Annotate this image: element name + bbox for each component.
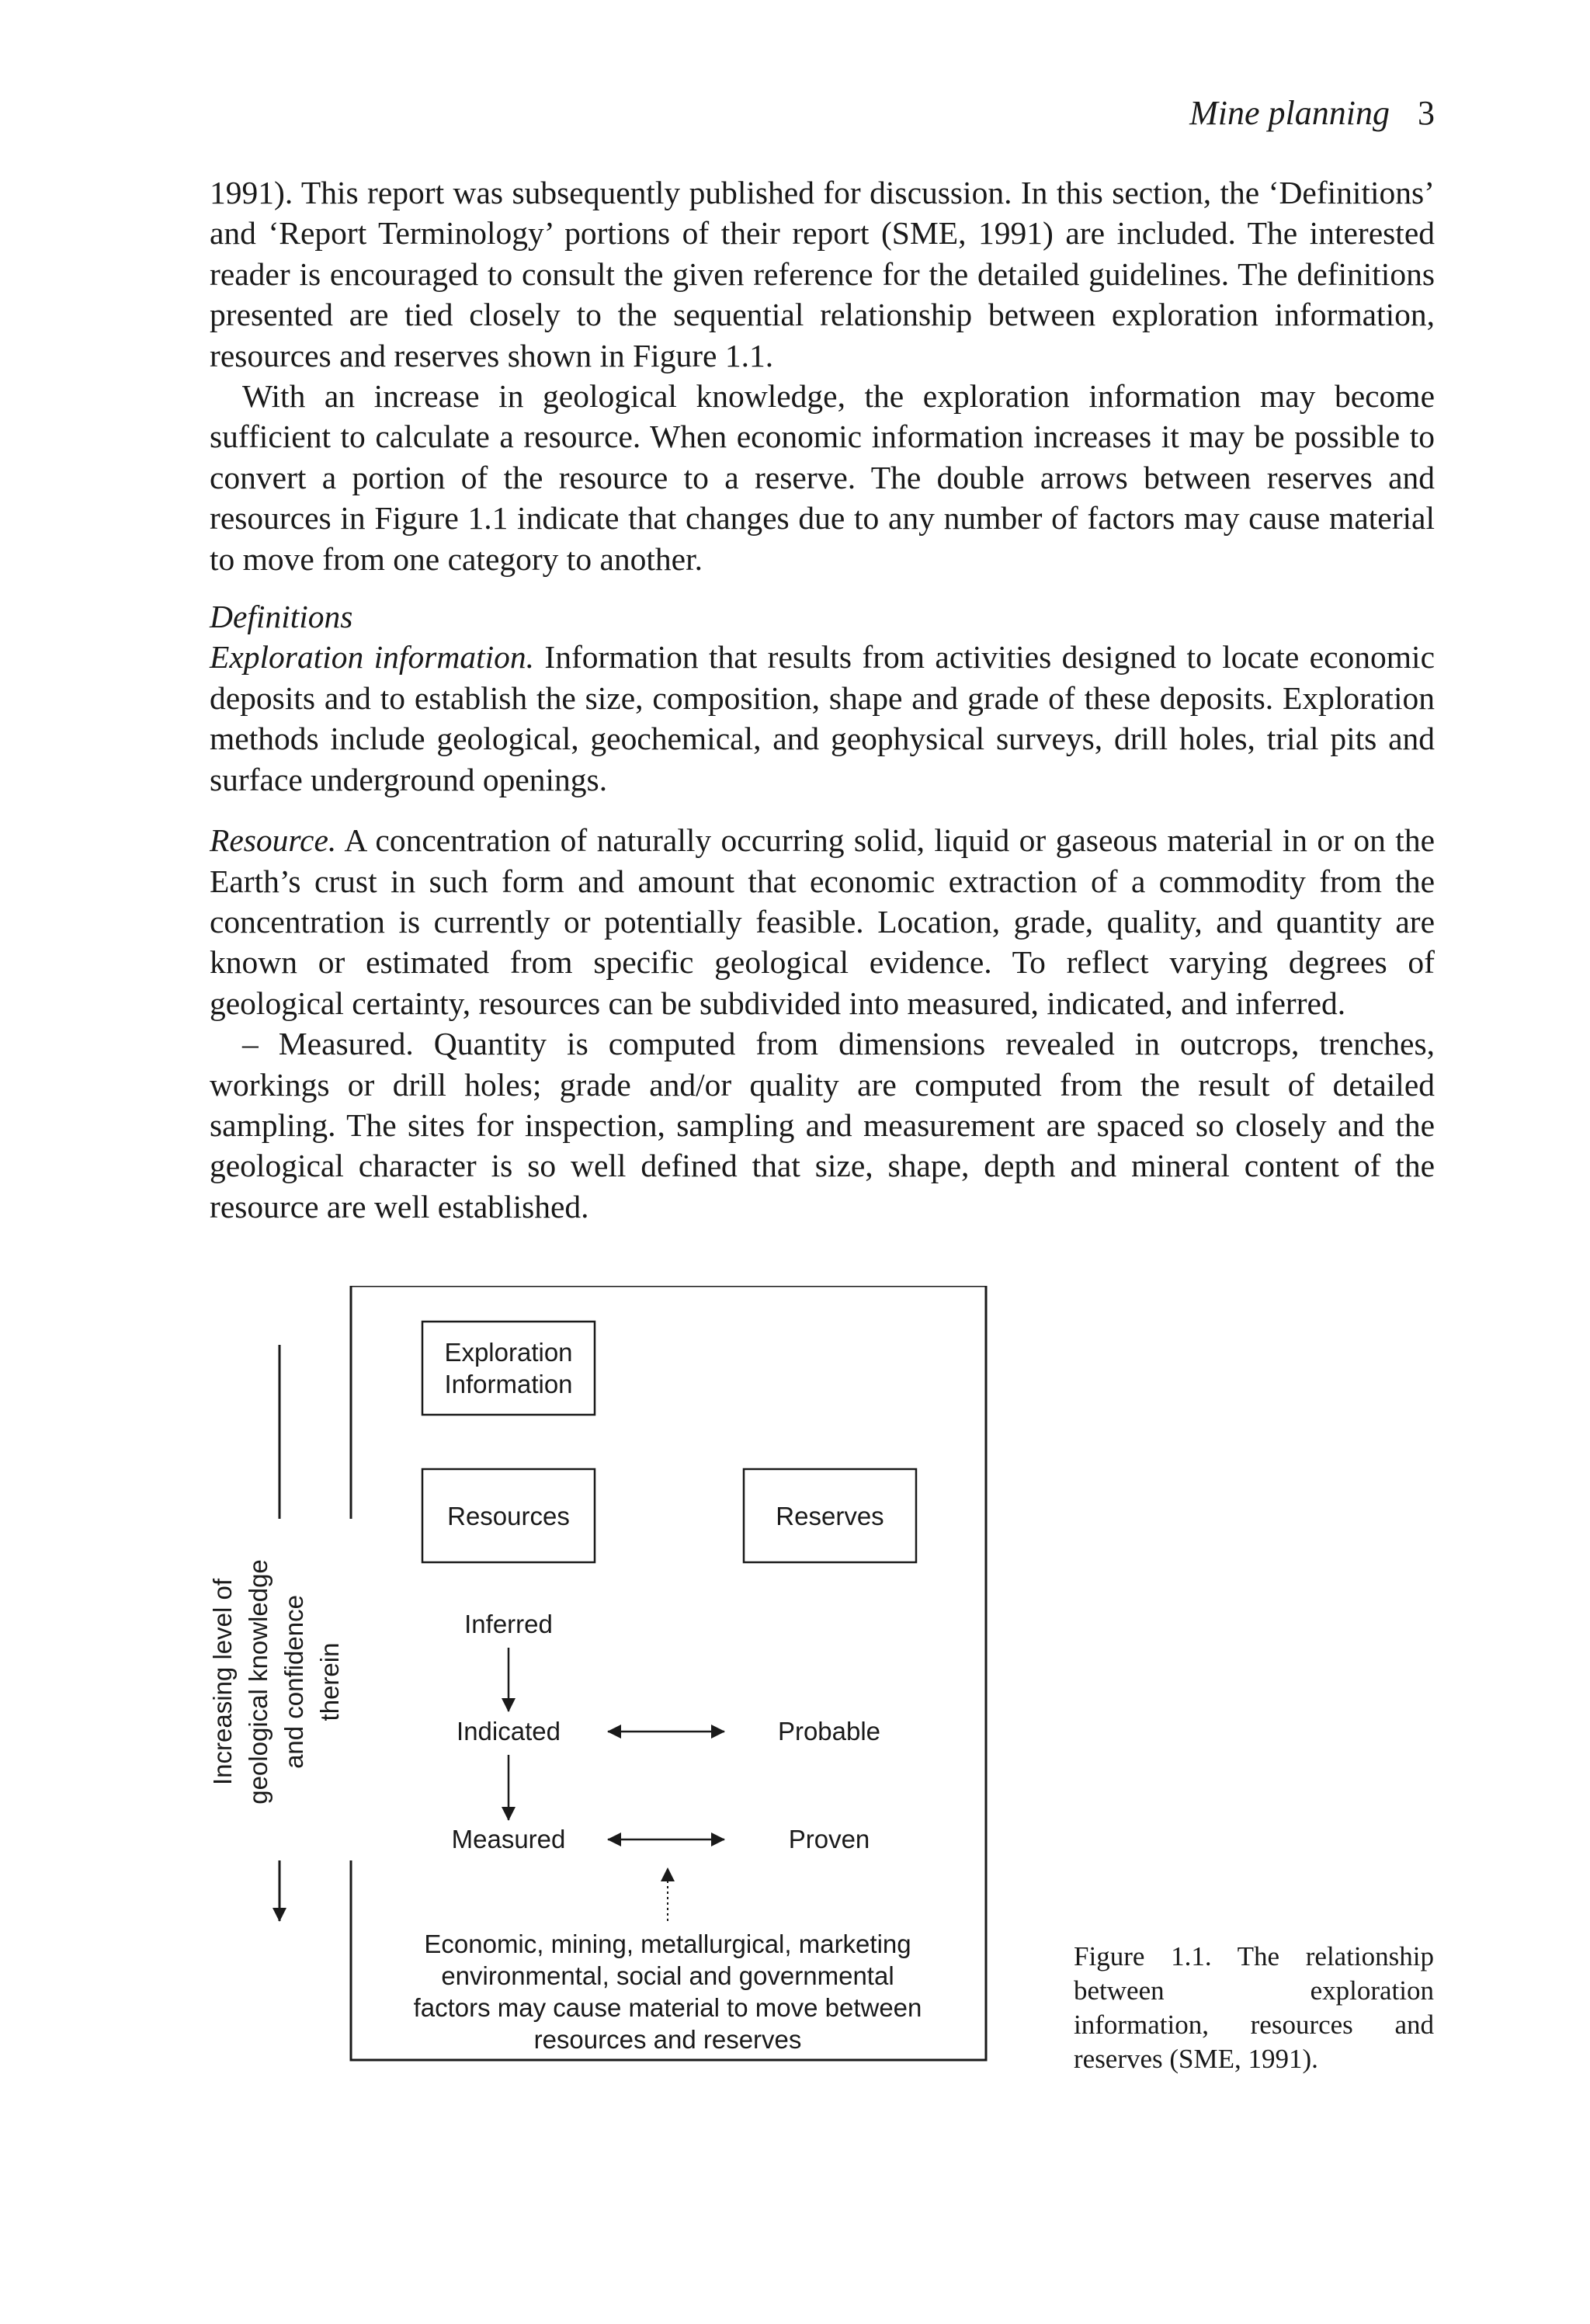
resource-definition: A concentration of naturally occurring solid, liquid or gaseous material in or on the Earth’s crust in such form and amount that economic extraction of a commodity from the concentration is currently or potentially feasible. Location, grade, quality, and quantity are known or estimated from specific geological evidence. To reflect varying degrees of geological certainty, resources can be subdivided into measured, indicated, and inferred. bbox=[210, 822, 1435, 1021]
definitions-heading: Definitions bbox=[210, 599, 353, 635]
paragraph-knowledge: With an increase in geological knowledge, the exploration information may become sufficient to calculate a resource. When economic information increases it may be possible to convert a portion of the resource to a reserve. The double arrows between reserves and resources in Figure 1.1 indicate that changes due to any number of factors may cause material to move from one category to another. bbox=[210, 378, 1435, 577]
exploration-box bbox=[422, 1322, 595, 1415]
running-header bbox=[1189, 93, 1435, 133]
exploration-definition: Information that results from activities designed to locate economic deposits and to establish the size, composition, shape and grade of these deposits. Exploration methods include geological, geochemical, and geophysical surveys, drill holes, trial pits and surface underground openings. bbox=[210, 639, 1435, 797]
factors-line-4: resources and reserves bbox=[533, 2025, 802, 2054]
proven-label: Proven bbox=[788, 1825, 870, 1853]
probable-label: Probable bbox=[777, 1717, 881, 1746]
exploration-term: Exploration information. bbox=[210, 639, 535, 676]
side-label-line-4: therein bbox=[315, 1642, 344, 1721]
running-title: Mine planning bbox=[1189, 94, 1390, 132]
factors-line-1: Economic, mining, metallurgical, marketing bbox=[424, 1930, 911, 1958]
factors-line-2: environmental, social and governmental bbox=[441, 1961, 894, 1990]
body-text bbox=[210, 172, 1435, 1227]
figure-caption: Figure 1.1. The relationship between exploration information, resources and reserves (SME, 1991). bbox=[1074, 1941, 1434, 2074]
measured-label: Measured bbox=[451, 1825, 566, 1853]
indicated-label: Indicated bbox=[457, 1717, 561, 1746]
paragraph-intro: 1991). This report was subsequently published for discussion. In this section, the ‘Definitions’ and ‘Report Terminology’ portions of their report (SME, 1991) are included. The interested reader is encouraged to consult the given reference for the detailed guidelines. The definitions presented are tied closely to the sequential relationship between exploration information, resources and reserves shown in Figure 1.1. bbox=[210, 175, 1435, 373]
factors-line-3: factors may cause material to move between bbox=[413, 1993, 922, 2022]
exploration-box-line-1: Exploration bbox=[444, 1338, 573, 1367]
paragraph-resource bbox=[210, 820, 1435, 1023]
side-label-line-1: Increasing level of bbox=[208, 1579, 237, 1785]
paragraph-measured: – Measured. Quantity is computed from dimensions revealed in outcrops, trenches, workings or drill holes; grade and/or quality are computed from the result of detailed sampling. The sites for inspection, sampling and measurement are spaced so closely and the geological character is so well defined that size, shape, depth and mineral content of the resource are well established. bbox=[210, 1026, 1435, 1225]
inferred-label: Inferred bbox=[464, 1610, 553, 1638]
reserves-label: Reserves bbox=[776, 1502, 884, 1530]
exploration-box-line-2: Information bbox=[444, 1370, 573, 1398]
resources-label: Resources bbox=[447, 1502, 570, 1530]
paragraph-exploration bbox=[210, 637, 1435, 800]
resource-term: Resource. bbox=[210, 822, 337, 859]
side-label-line-2: geological knowledge bbox=[244, 1559, 273, 1805]
page-number: 3 bbox=[1418, 94, 1435, 132]
side-label-background bbox=[256, 1519, 373, 1860]
side-label-line-3: and confidence bbox=[279, 1595, 308, 1769]
